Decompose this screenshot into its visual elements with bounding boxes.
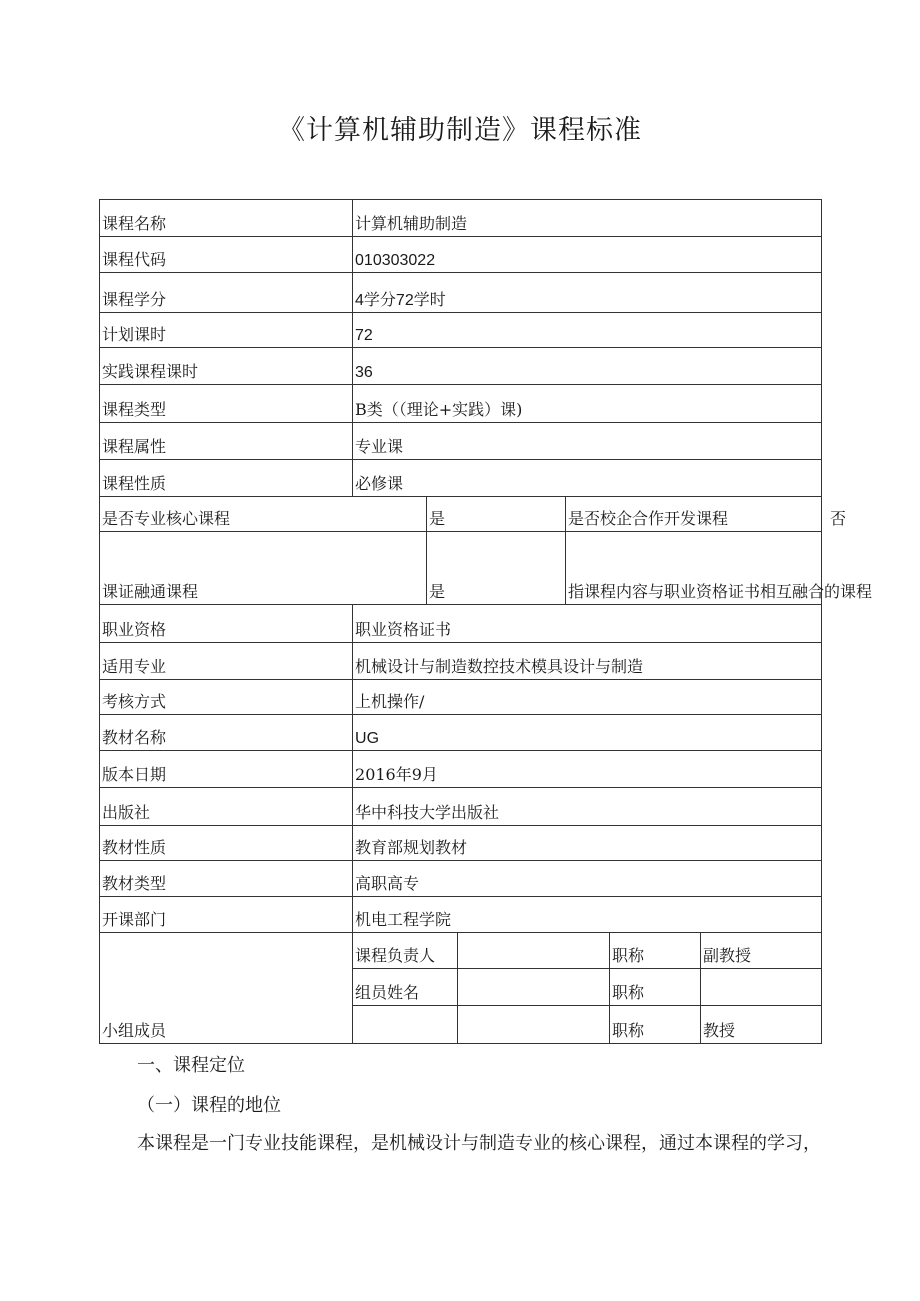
value-publisher: 华中科技大学出版社 (353, 788, 822, 826)
label-major: 适用专业 (100, 643, 353, 680)
note-cert-course: 指课程内容与职业资格证书相互融合的课程 (566, 532, 822, 605)
value-course-type: B类（（理论+实践）课) (353, 385, 822, 423)
team-title-3: 教授 (701, 1006, 822, 1044)
label-cert-course: 课证融通课程 (100, 532, 427, 605)
value-credits: 4学分72学时 (353, 273, 822, 313)
team-title-label-3: 职称 (610, 1006, 701, 1044)
label-course-name: 课程名称 (100, 200, 353, 237)
value-cert-course: 是 (427, 532, 566, 605)
team-title-2 (701, 969, 822, 1006)
value-book-type: 高职高专 (353, 861, 822, 897)
label-qualification: 职业资格 (100, 605, 353, 643)
value-department: 机电工程学院 (353, 897, 822, 933)
label-practice-hours: 实践课程课时 (100, 348, 353, 385)
label-book-type: 教材类型 (100, 861, 353, 897)
team-title-label-2: 职称 (610, 969, 701, 1006)
team-name-2 (458, 969, 610, 1006)
label-credits: 课程学分 (100, 273, 353, 313)
value-practice-hours: 36 (353, 348, 822, 385)
label-planned-hours: 计划课时 (100, 313, 353, 348)
value-school-enterprise: 否 (830, 509, 847, 528)
value-course-nature: 必修课 (353, 460, 822, 497)
label-edition-date: 版本日期 (100, 751, 353, 788)
value-book-name: UG (353, 715, 822, 751)
label-course-type: 课程类型 (100, 385, 353, 423)
subsection-heading-course-status: （一）课程的地位 (137, 1095, 281, 1116)
label-core-course: 是否专业核心课程 (100, 497, 427, 532)
label-publisher: 出版社 (100, 788, 353, 826)
label-exam: 考核方式 (100, 680, 353, 715)
course-info-table (99, 199, 873, 1044)
value-course-code: 010303022 (353, 237, 822, 273)
label-school-enterprise (566, 497, 847, 532)
value-exam: 上机操作/ (353, 680, 822, 715)
label-department: 开课部门 (100, 897, 353, 933)
label-team-members: 小组成员 (100, 933, 353, 1044)
label-book-name: 教材名称 (100, 715, 353, 751)
value-core-course: 是 (427, 497, 566, 532)
label-course-nature: 课程性质 (100, 460, 353, 497)
team-role-1: 课程负责人 (353, 933, 458, 969)
section-heading-course-positioning: 一、课程定位 (137, 1055, 245, 1076)
label-course-code: 课程代码 (100, 237, 353, 273)
label-school-enterprise-text: 是否校企合作开发课程 (568, 509, 729, 528)
value-edition-date: 2016年9月 (353, 751, 822, 788)
value-qualification: 职业资格证书 (353, 605, 822, 643)
page-title: 《计算机辅助制造》课程标准 (278, 115, 642, 146)
team-name-3 (458, 1006, 610, 1044)
label-course-attr: 课程属性 (100, 423, 353, 460)
label-book-nature: 教材性质 (100, 826, 353, 861)
team-title-1: 副教授 (701, 933, 822, 969)
value-planned-hours: 72 (353, 313, 822, 348)
team-name-1 (458, 933, 610, 969)
value-course-name: 计算机辅助制造 (353, 200, 822, 237)
value-book-nature: 教育部规划教材 (353, 826, 822, 861)
body-paragraph: 本课程是一门专业技能课程，是机械设计与制造专业的核心课程，通过本课程的学习， (137, 1133, 821, 1154)
team-role-2: 组员姓名 (353, 969, 458, 1006)
team-title-label-1: 职称 (610, 933, 701, 969)
team-role-3 (353, 1006, 458, 1044)
value-major: 机械设计与制造数控技术模具设计与制造 (353, 643, 822, 680)
value-course-attr: 专业课 (353, 423, 822, 460)
